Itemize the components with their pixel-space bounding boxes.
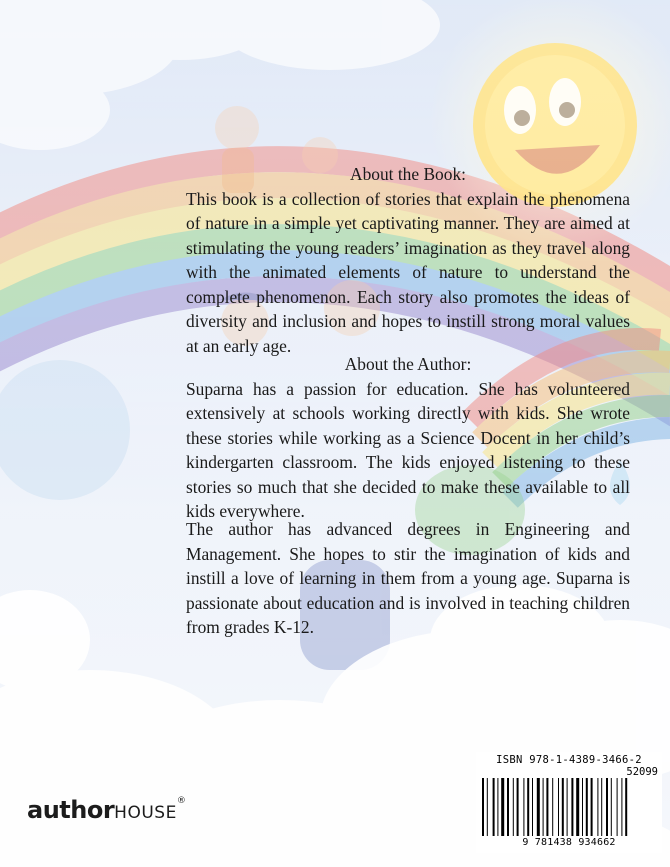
about-author-heading: About the Author: — [344, 354, 472, 374]
publisher-logo-house: HOUSE — [114, 803, 177, 823]
publisher-logo-bold: author — [27, 796, 115, 824]
about-the-author-section-2 — [186, 517, 630, 640]
about-author-paragraph-1: Suparna has a passion for education. She has volunteered extensively at schools working directly with kids. She wrote these stories while working as a Science Docent in her child’s kindergarten classroom. The kids enjoyed listening to these stories so much that she decided to make these available to all kids everywhere. — [186, 378, 630, 521]
isbn-barcode — [476, 752, 662, 853]
barcode-digits: 9 781438 934662 — [522, 837, 616, 848]
about-book-heading: About the Book: — [350, 164, 466, 184]
about-the-book-section — [186, 162, 630, 358]
isbn-label: ISBN 978-1-4389-3466-2 — [496, 754, 642, 766]
price-code: 52099 — [626, 766, 658, 778]
about-author-paragraph-2: The author has advanced degrees in Engineering and Management. She hopes to stir the imagination of kids and instill a love of learning in them from a young age. Suparna is passionate about education and is involved in teaching children from grades K-12. — [186, 519, 630, 637]
registered-mark: ® — [176, 796, 186, 806]
about-book-text: This book is a collection of stories that explain the phenomena of nature in a simple yet captivating manner. They are aimed at stimulating the young readers’ imagination as they travel along with the animated elements of nature to understand the complete phenomenon. Each story also promotes the ideas of diversity and inclusion and hopes to instill strong moral values at an early age. — [186, 188, 630, 356]
about-the-author-section — [186, 352, 630, 524]
barcode-bars — [482, 778, 656, 836]
publisher-logo — [27, 796, 185, 824]
